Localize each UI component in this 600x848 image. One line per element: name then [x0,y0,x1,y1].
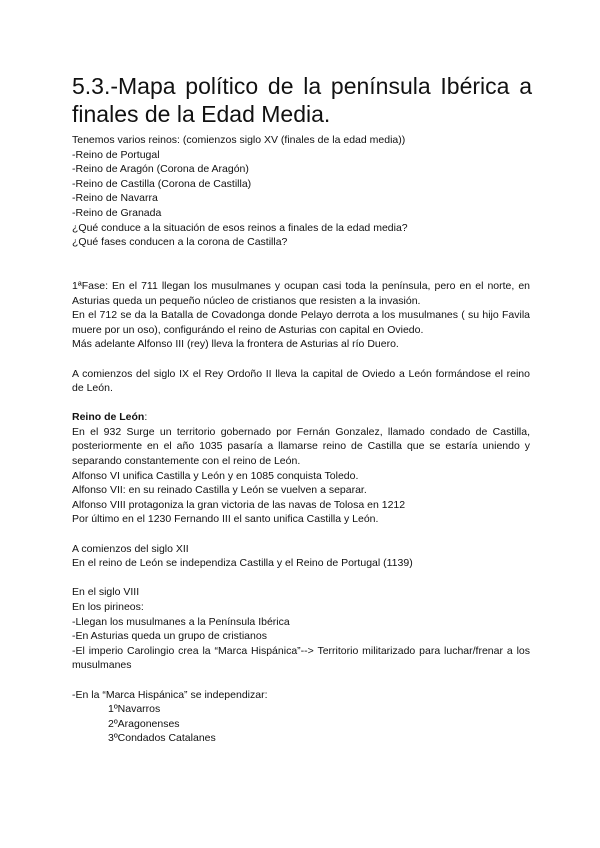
intro-section [72,133,530,250]
siglo-xii-line: En el reino de León se independiza Castilla y el Reino de Portugal (1139) [72,557,413,570]
intro-line: Tenemos varios reinos: (comienzos siglo XV (finales de la edad media)) [72,134,406,146]
reino-leon-line: Alfonso VIII protagoniza la gran victoria de las navas de Tolosa en 1212 [72,498,406,511]
fase1-paragraph: 1ªFase: En el 711 llegan los musulmanes y ocupan casi toda la península, pero en el norte, en Asturias queda un pequeño núcleo de cristianos que resisten a la invasión. [72,279,530,307]
reino-leon-line: Alfonso VI unifica Castilla y León y en 1085 conquista Toledo. [72,469,359,482]
intro-line: -Reino de Portugal [72,148,160,161]
intro-line: ¿Qué conduce a la situación de esos reinos a finales de la edad media? [72,221,408,234]
intro-line: -Reino de Granada [72,206,162,219]
reino-leon-heading: Reino de León [72,411,145,424]
reino-leon-section [72,410,530,527]
siglo-xii-line: A comienzos del siglo XII [72,542,189,555]
siglo-xii-section [72,542,530,571]
reino-leon-line: Alfonso VII: en su reinado Castilla y León se vuelven a separar. [72,484,367,497]
fase1-paragraph: Más adelante Alfonso III (rey) lleva la frontera de Asturias al río Duero. [72,338,399,351]
fase1-paragraph: En el 712 se da la Batalla de Covadonga donde Pelayo derrota a los musulmanes ( su hijo Favila muere por un oso), configurándo el reino de Asturias con capital en Oviedo. [72,309,530,336]
marca-section [72,688,530,746]
page-title: 5.3.-Mapa político de la península Ibérica a finales de la Edad Media. [72,73,532,127]
document-body [72,133,530,746]
intro-line: ¿Qué fases conducen a la corona de Castilla? [72,236,288,249]
siglo-viii-line: En el siglo VIII [72,586,140,599]
fase1-section [72,279,530,352]
intro-line: -Reino de Castilla (Corona de Castilla) [72,177,252,190]
marca-item: 1ºNavarros [108,703,161,716]
siglo-viii-line: En los pirineos: [72,601,144,613]
intro-line: -Reino de Navarra [72,192,158,205]
intro-line: -Reino de Aragón (Corona de Aragón) [72,163,249,176]
carolingio-paragraph: -El imperio Carolingio crea la “Marca Hispánica”--> Territorio militarizado para luchar/frenar a los musulmanes [72,644,530,672]
siglo-viii-line: -Llegan los musulmanes a la Península Ibérica [72,615,290,628]
marca-item: 2ºAragonenses [108,717,180,730]
marca-item: 3ºCondados Catalanes [108,732,216,745]
siglo-viii-line: -En Asturias queda un grupo de cristianos [72,630,267,643]
reino-leon-line: Por último en el 1230 Fernando III el santo unifica Castilla y León. [72,513,379,526]
section-heading [72,410,530,425]
siglo-viii-section [72,585,530,673]
leon-capital-paragraph: A comienzos del siglo IX el Rey Ordoño II lleva la capital de Oviedo a León formándose el reino de León. [72,367,530,395]
marca-intro: -En la “Marca Hispánica” se independizar: [72,688,268,701]
heading-colon: : [144,411,148,424]
reino-leon-paragraph: En el 932 Surge un territorio gobernado por Fernán Gonzalez, llamado condado de Castilla, posteriormente en el año 1035 pasaría a llamarse reino de Castilla que se estaría uniendo y separando constantemente con el reino de León. [72,425,530,468]
